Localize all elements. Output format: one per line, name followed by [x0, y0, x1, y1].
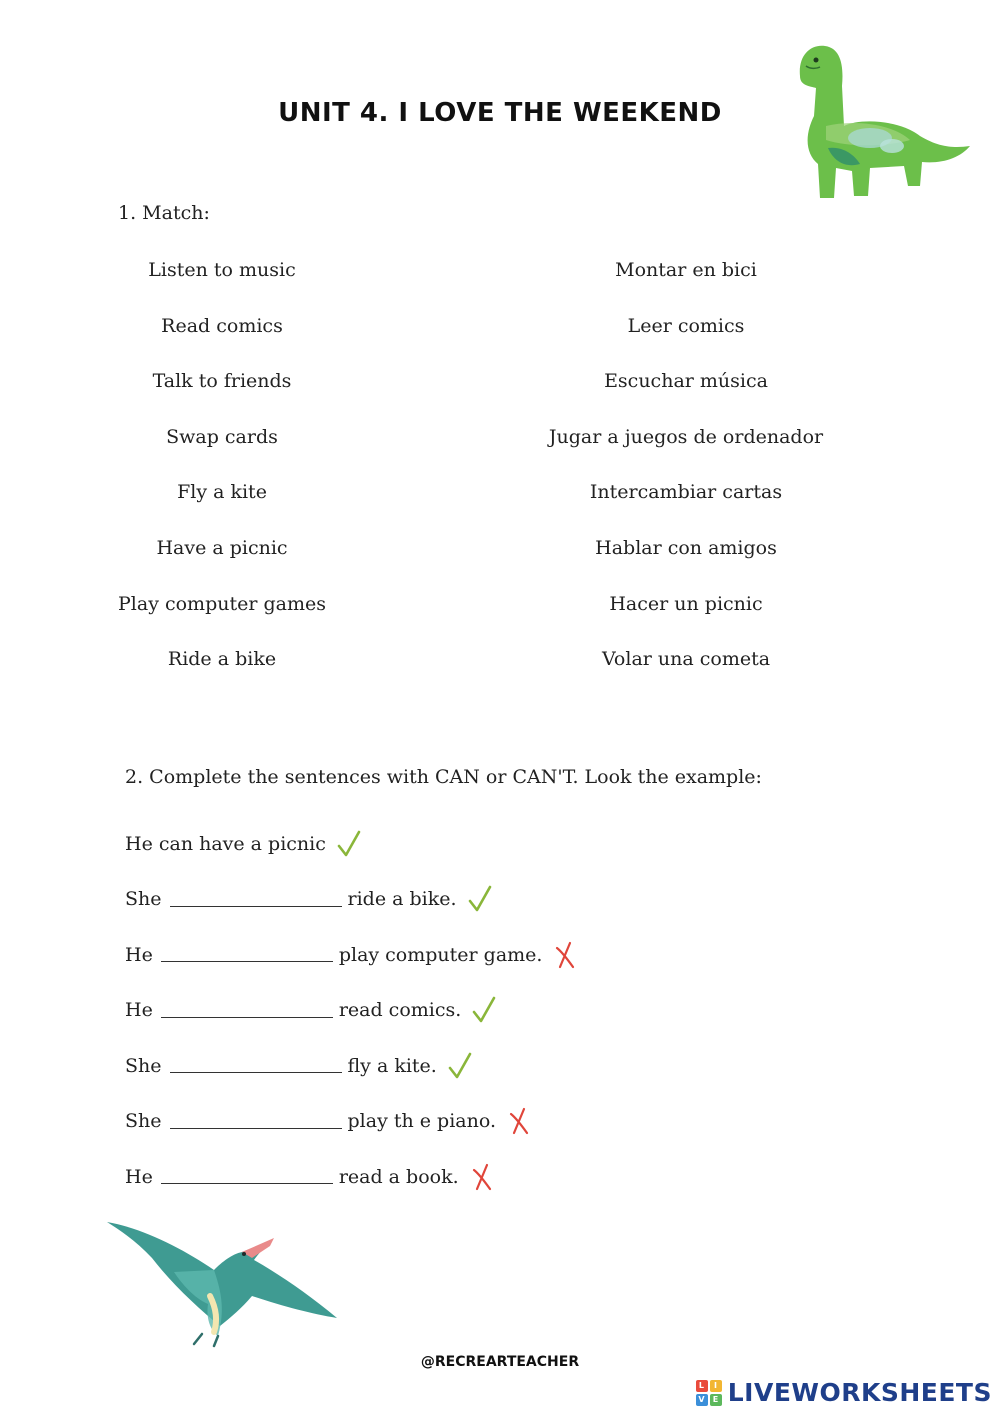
brand-logo-letter: I: [710, 1380, 722, 1392]
sentence-rest: play computer game.: [338, 943, 543, 966]
match-right-item: Escuchar música: [604, 370, 768, 393]
sentence-row: [125, 872, 578, 928]
answer-blank[interactable]: [161, 1003, 333, 1018]
sentence-subject: He: [125, 943, 153, 966]
pterodactyl-illustration: [102, 1218, 342, 1348]
cross-icon: [469, 1162, 495, 1192]
sentence-subject: She: [125, 1110, 162, 1133]
brand-logo-letter: E: [710, 1394, 722, 1406]
match-right-item: Intercambiar cartas: [589, 481, 783, 504]
match-left-item: Have a picnic: [156, 536, 288, 559]
match-right-item: Leer comics: [627, 314, 745, 337]
worksheet-title: UNIT 4. I LOVE THE WEEKEND: [278, 98, 722, 128]
brand-logo-letter: V: [696, 1394, 708, 1406]
match-left-item: Fly a kite: [177, 481, 267, 504]
sentence-subject: He: [125, 999, 153, 1022]
brand-name: LIVEWORKSHEETS: [727, 1378, 992, 1407]
match-left-item: Ride a bike: [167, 648, 277, 671]
complete-heading: 2. Complete the sentences with CAN or CAN'T. Look the example:: [125, 766, 762, 788]
sentence-rest: play th e piano.: [347, 1110, 496, 1133]
sentence-row: [125, 1149, 578, 1205]
match-right-item: Volar una cometa: [601, 648, 771, 671]
answer-blank[interactable]: [170, 1114, 342, 1129]
sentence-list: [125, 816, 578, 1205]
sentence-row: [125, 1038, 578, 1094]
check-icon: [336, 829, 362, 859]
answer-blank[interactable]: [161, 947, 333, 962]
brand-logo-icon: [696, 1380, 722, 1406]
match-right-item: Hablar con amigos: [595, 536, 777, 559]
match-left-item: Talk to friends: [152, 370, 292, 393]
check-icon: [467, 884, 493, 914]
match-right-item: Hacer un picnic: [609, 592, 763, 615]
sentence-subject: He: [125, 1165, 153, 1188]
check-icon: [471, 995, 497, 1025]
sentence-rest: read a book.: [338, 1165, 459, 1188]
match-left-item: Read comics: [161, 314, 283, 337]
sentence-subject: She: [125, 1054, 162, 1077]
match-right-item: Montar en bici: [615, 259, 757, 281]
cross-icon: [552, 940, 578, 970]
sentence-row: [125, 927, 578, 983]
match-left-item: Play computer games: [118, 592, 326, 615]
match-right-column: [536, 257, 836, 702]
check-icon: [447, 1051, 473, 1081]
match-left-item: Listen to music: [148, 259, 296, 281]
sentence-rest: fly a kite.: [347, 1054, 437, 1077]
match-left-item: Swap cards: [166, 425, 278, 448]
cross-icon: [506, 1106, 532, 1136]
match-left-column: [72, 257, 372, 702]
example-text: He can have a picnic: [125, 832, 326, 855]
example-sentence: [125, 816, 578, 872]
author-credit: @RECREARTEACHER: [420, 1354, 580, 1370]
match-right-item: Jugar a juegos de ordenador: [548, 425, 824, 448]
sentence-row: [125, 1094, 578, 1150]
sentence-rest: ride a bike.: [347, 888, 457, 911]
brand-logo-letter: L: [696, 1380, 708, 1392]
match-heading: 1. Match:: [118, 202, 210, 224]
liveworksheets-brand[interactable]: [696, 1378, 992, 1407]
sentence-rest: read comics.: [338, 999, 462, 1022]
sentence-row: [125, 983, 578, 1039]
brachiosaurus-illustration: [770, 36, 975, 206]
answer-blank[interactable]: [170, 892, 342, 907]
sentence-subject: She: [125, 888, 162, 911]
answer-blank[interactable]: [170, 1058, 342, 1073]
answer-blank[interactable]: [161, 1169, 333, 1184]
